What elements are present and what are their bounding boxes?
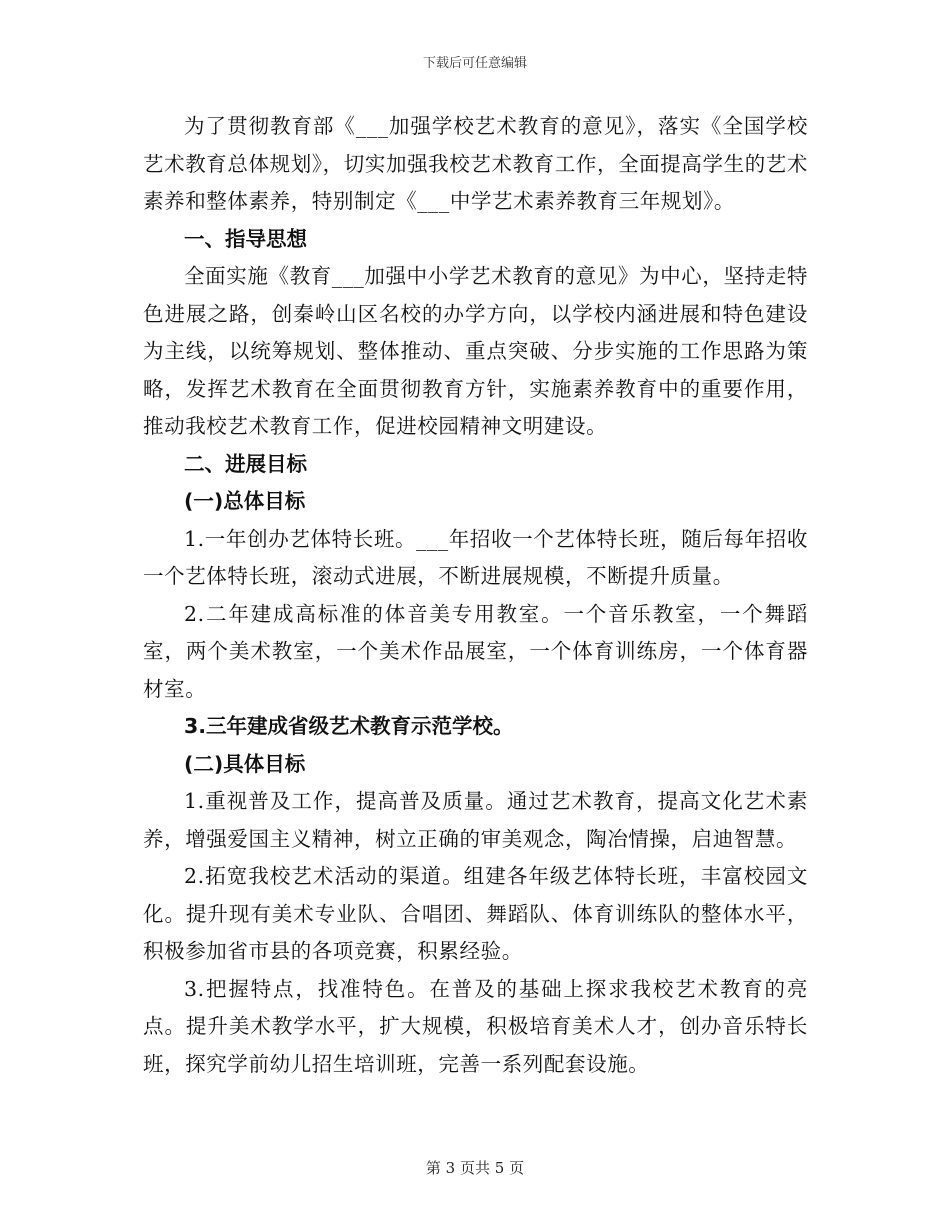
- specific-goal-item-3: 3.把握特点，找准特色。在普及的基础上探求我校艺术教育的亮点。提升美术教学水平，扩大规模，积极培育美术人才，创办音乐特长班，探究学前幼儿招生培训班，完善一系列配套设施。: [143, 976, 808, 1076]
- overall-goal-item-3: 3.三年建成省级艺术教育示范学校。: [184, 714, 514, 738]
- section-heading-guiding-ideology: 一、指导思想: [184, 226, 307, 251]
- page-footer: 第 3 页共 5 页: [425, 1159, 525, 1177]
- intro-paragraph: 为了贯彻教育部《___加强学校艺术教育的意见》，落实《全国学校艺术教育总体规划》，切实加强我校艺术教育工作，全面提高学生的艺术素养和整体素养，特别制定《___中学艺术素养教育三年规划》。: [143, 114, 808, 213]
- guiding-ideology-paragraph: 全面实施《教育___加强中小学艺术教育的意见》为中心，坚持走特色进展之路，创秦岭山区名校的办学方向，以学校内涵进展和特色建设为主线，以统筹规划、整体推动、重点突破、分步实施的工作思路为策略，发挥艺术教育在全面贯彻教育方针，实施素养教育中的重要作用，推动我校艺术教育工作，促进校园精神文明建设。: [143, 264, 808, 438]
- section-heading-development-goals: 二、进展目标: [184, 451, 307, 476]
- document-body: [143, 108, 808, 1083]
- overall-goal-item-2: 2.二年建成高标准的体音美专用教室。一个音乐教室，一个舞蹈室，两个美术教室，一个美术作品展室，一个体育训练房，一个体育器材室。: [143, 601, 808, 701]
- subsection-heading-specific-goals: (二)具体目标: [184, 751, 306, 776]
- page-header: 下载后可任意编辑: [422, 56, 527, 71]
- subsection-heading-overall-goals: (一)总体目标: [184, 489, 306, 513]
- specific-goal-item-2: 2.拓宽我校艺术活动的渠道。组建各年级艺体特长班，丰富校园文化。提升现有美术专业队、合唱团、舞蹈队、体育训练队的整体水平，积极参加省市县的各项竞赛，积累经验。: [143, 864, 808, 963]
- overall-goal-item-1: 1.一年创办艺体特长班。___年招收一个艺体特长班，随后每年招收一个艺体特长班，滚动式进展，不断进展规模，不断提升质量。: [143, 526, 808, 588]
- specific-goal-item-1: 1.重视普及工作，提高普及质量。通过艺术教育，提高文化艺术素养，增强爱国主义精神，树立正确的审美观念，陶冶情操，启迪智慧。: [143, 789, 808, 851]
